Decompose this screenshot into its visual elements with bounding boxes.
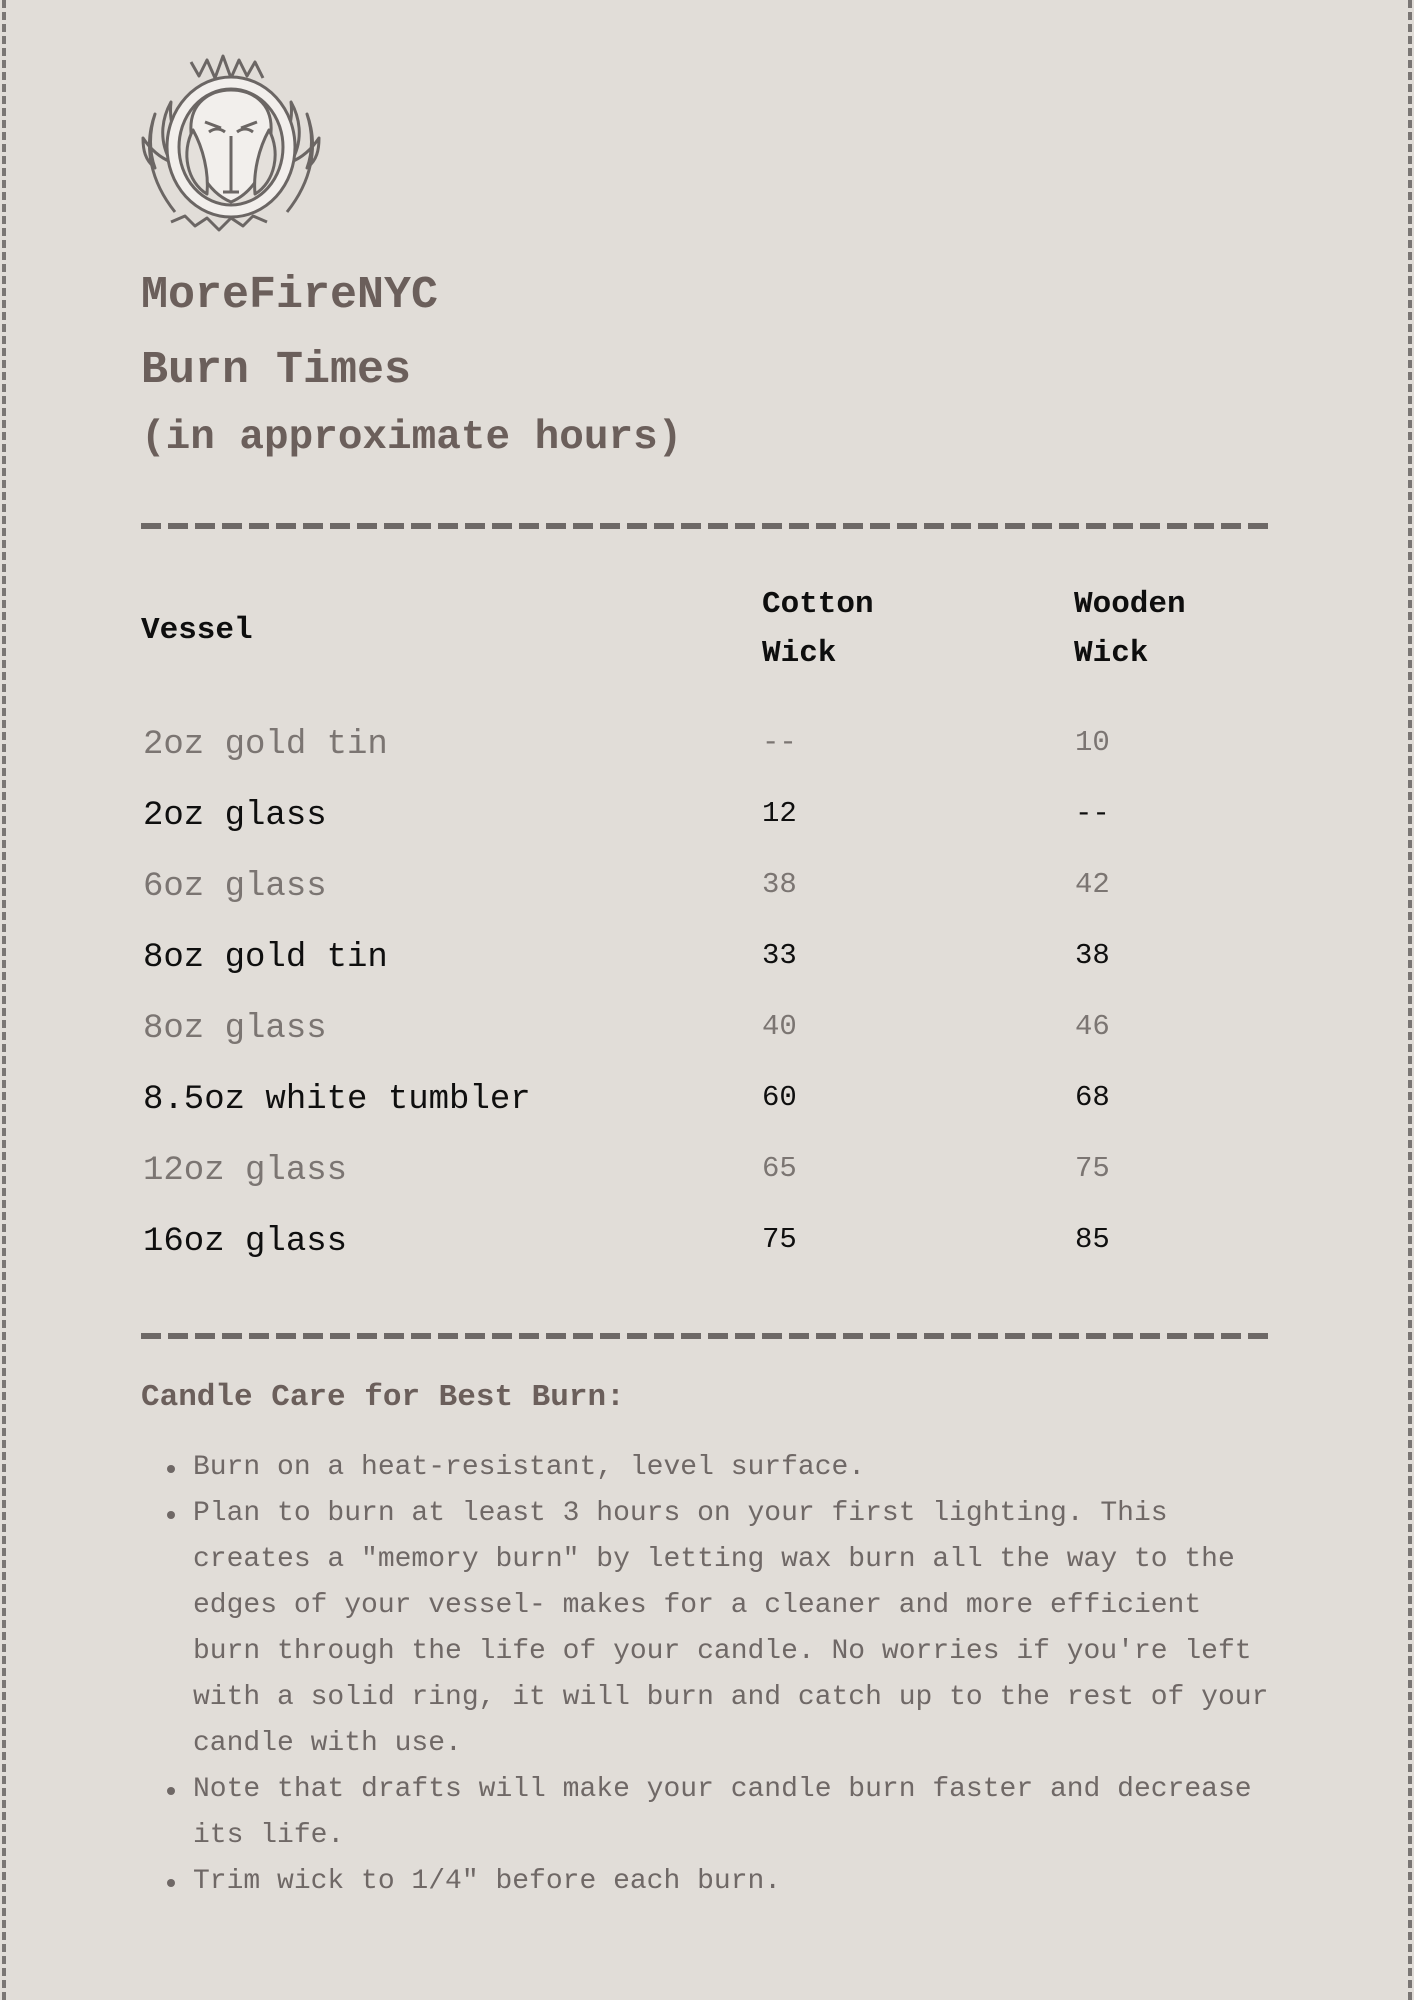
cotton-wick-cell: 75 <box>762 1223 797 1256</box>
vessel-cell: 12oz glass <box>143 1152 348 1190</box>
wooden-wick-cell: 68 <box>1075 1081 1110 1114</box>
wooden-wick-cell: 10 <box>1075 726 1110 759</box>
cotton-header-line-2: Wick <box>762 636 837 671</box>
cotton-wick-cell: 40 <box>762 1010 797 1043</box>
dashed-divider-bottom <box>141 1333 1273 1339</box>
cotton-wick-cell: 33 <box>762 939 797 972</box>
wooden-wick-cell: 46 <box>1075 1010 1110 1043</box>
dashed-divider-top <box>141 523 1273 529</box>
wooden-wick-cell: -- <box>1075 797 1110 830</box>
vessel-cell: 8oz glass <box>143 1010 327 1048</box>
list-item: Trim wick to 1/4" before each burn. <box>193 1859 1273 1905</box>
page-title: Burn Times <box>141 345 412 396</box>
column-header-cotton-wick <box>762 580 874 678</box>
wreath-face-logo-icon <box>131 42 331 246</box>
column-header-vessel: Vessel <box>141 613 253 648</box>
list-item: Plan to burn at least 3 hours on your first lighting. This creates a "memory burn" by letting wax burn all the way to the edges of your vessel- makes for a cleaner and more efficient burn through the life of your candle. No worries if you're left with a solid ring, it will burn and catch up to the rest of your candle with use. <box>193 1491 1273 1767</box>
list-item: Note that drafts will make your candle burn faster and decrease its life. <box>193 1767 1273 1859</box>
vessel-cell: 2oz gold tin <box>143 726 388 764</box>
vessel-cell: 8oz gold tin <box>143 939 388 977</box>
cotton-wick-cell: 38 <box>762 868 797 901</box>
cotton-header-line-1: Cotton <box>762 587 874 622</box>
wooden-wick-cell: 38 <box>1075 939 1110 972</box>
table-row <box>141 715 1273 786</box>
table-row <box>141 1212 1273 1283</box>
wooden-header-line-1: Wooden <box>1074 587 1186 622</box>
table-row <box>141 928 1273 999</box>
table-row <box>141 1070 1273 1141</box>
candle-care-list <box>193 1445 1273 1905</box>
vessel-cell: 6oz glass <box>143 868 327 906</box>
list-item: Burn on a heat-resistant, level surface. <box>193 1445 1273 1491</box>
cotton-wick-cell: 65 <box>762 1152 797 1185</box>
page-subtitle: (in approximate hours) <box>141 415 683 461</box>
table-row <box>141 1141 1273 1212</box>
vessel-cell: 2oz glass <box>143 797 327 835</box>
vessel-cell: 16oz glass <box>143 1223 348 1261</box>
cotton-wick-cell: 12 <box>762 797 797 830</box>
candle-care-heading: Candle Care for Best Burn: <box>141 1380 625 1415</box>
wooden-wick-cell: 75 <box>1075 1152 1110 1185</box>
wooden-header-line-2: Wick <box>1074 636 1149 671</box>
cotton-wick-cell: -- <box>762 726 797 759</box>
table-row <box>141 999 1273 1070</box>
column-header-wooden-wick <box>1074 580 1186 678</box>
table-row <box>141 786 1273 857</box>
left-dashed-border <box>2 0 6 2000</box>
brand-title: MoreFireNYC <box>141 270 439 321</box>
wooden-wick-cell: 85 <box>1075 1223 1110 1256</box>
cotton-wick-cell: 60 <box>762 1081 797 1114</box>
wooden-wick-cell: 42 <box>1075 868 1110 901</box>
right-dashed-border <box>1408 0 1412 2000</box>
vessel-cell: 8.5oz white tumbler <box>143 1081 531 1119</box>
table-row <box>141 857 1273 928</box>
